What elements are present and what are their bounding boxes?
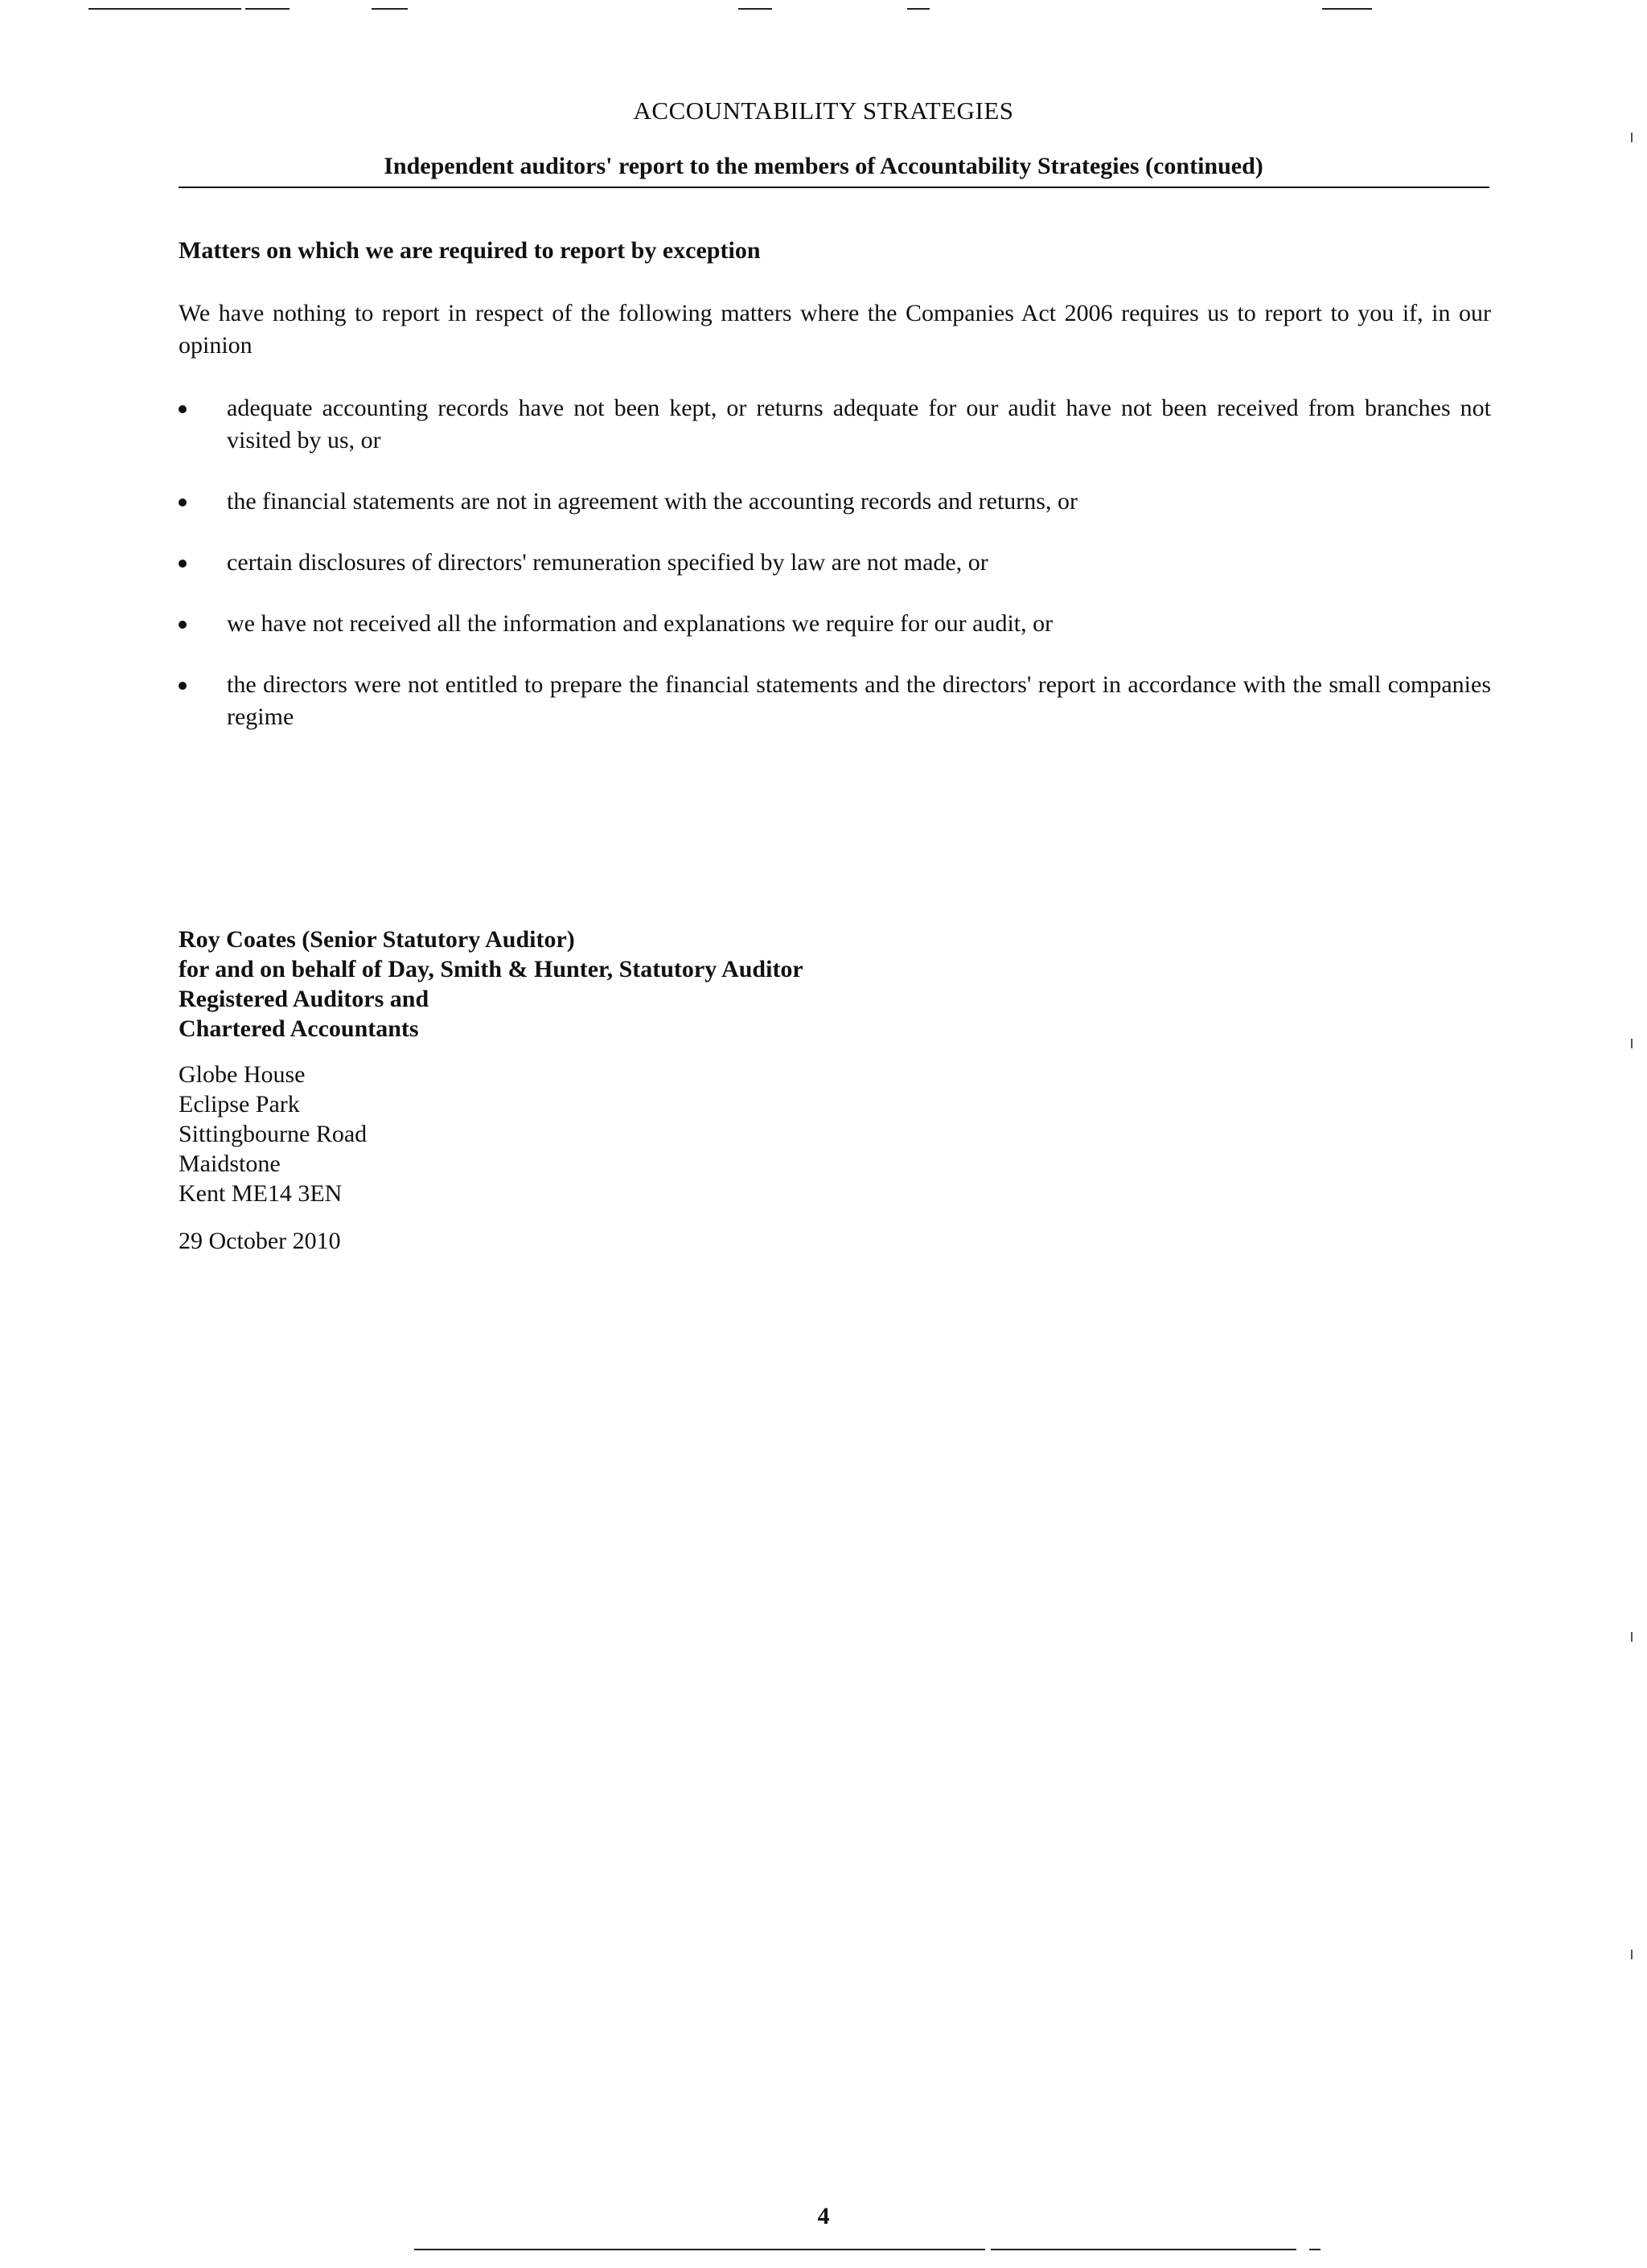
bullet-icon xyxy=(179,621,187,629)
scan-artifact-bottom-2 xyxy=(991,2249,1296,2250)
scan-artifact-top-2 xyxy=(245,8,290,10)
list-item xyxy=(179,608,1491,640)
signatory-role-1: Registered Auditors and xyxy=(179,986,429,1012)
address-line: Kent ME14 3EN xyxy=(179,1180,343,1207)
signatory-firm: for and on behalf of Day, Smith & Hunter, Statutory Auditor xyxy=(179,956,803,982)
scan-artifact-top-6 xyxy=(1322,8,1372,10)
section-heading: Matters on which we are required to report by exception xyxy=(179,237,761,264)
list-item xyxy=(179,486,1491,518)
address-line: Eclipse Park xyxy=(179,1091,300,1118)
bullet-icon xyxy=(179,405,187,413)
page-number: 4 xyxy=(817,2203,830,2229)
list-item xyxy=(179,669,1491,733)
address-block xyxy=(179,1060,367,1208)
company-name: ACCOUNTABILITY STRATEGIES xyxy=(633,96,1014,125)
scan-artifact-bottom-1 xyxy=(414,2249,985,2250)
bullet-icon xyxy=(179,682,187,690)
list-item xyxy=(179,547,1491,579)
scan-artifact-tick xyxy=(1631,1039,1633,1048)
scan-artifact-top-4 xyxy=(738,8,772,10)
scan-artifact-top-3 xyxy=(372,8,408,10)
signatory-role-2: Chartered Accountants xyxy=(179,1015,419,1042)
title-divider xyxy=(179,187,1489,188)
scan-artifact-bottom-3 xyxy=(1309,2249,1320,2250)
exceptions-list xyxy=(179,392,1491,762)
report-date: 29 October 2010 xyxy=(179,1228,341,1254)
signatory-name: Roy Coates (Senior Statutory Auditor) xyxy=(179,926,575,953)
scan-artifact-tick xyxy=(1631,1950,1633,1959)
scan-artifact-top-1 xyxy=(88,8,241,10)
scan-artifact-tick xyxy=(1631,1632,1633,1642)
address-line: Sittingbourne Road xyxy=(179,1121,368,1147)
report-title: Independent auditors' report to the members of Accountability Strategies (continued) xyxy=(384,153,1263,179)
signatory-block xyxy=(179,925,803,1044)
list-item-text: the directors were not entitled to prepare the financial statements and the directors' report in accordance with the small companies regime xyxy=(227,671,1491,730)
scan-artifact-top-5 xyxy=(907,8,930,10)
list-item-text: we have not received all the information and explanations we require for our audit, or xyxy=(227,610,1054,637)
list-item-text: certain disclosures of directors' remuneration specified by law are not made, or xyxy=(227,549,988,576)
intro-paragraph: We have nothing to report in respect of the following matters where the Companies Act 2006 requires us to report to you if, in our opinion xyxy=(179,300,1491,359)
address-line: Globe House xyxy=(179,1061,306,1088)
list-item xyxy=(179,392,1491,457)
bullet-icon xyxy=(179,498,187,507)
address-line: Maidstone xyxy=(179,1150,281,1177)
list-item-text: adequate accounting records have not been kept, or returns adequate for our audit have not been received from branches not visited by us, or xyxy=(227,395,1491,453)
bullet-icon xyxy=(179,560,187,568)
list-item-text: the financial statements are not in agreement with the accounting records and returns, or xyxy=(227,488,1078,515)
scan-artifact-tick xyxy=(1631,133,1633,142)
